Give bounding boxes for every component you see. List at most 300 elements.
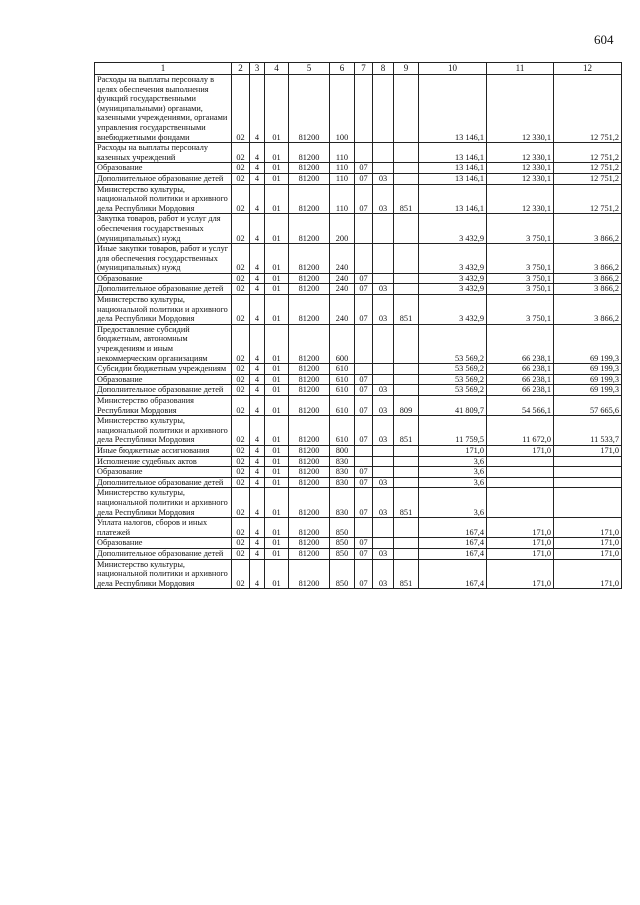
column-header: 8 [373,63,394,75]
table-row [95,416,622,446]
col-9-cell: 851 [394,488,419,518]
col-3-cell: 4 [250,143,265,163]
col-7-cell: 07 [355,396,373,416]
col-7-cell [355,445,373,456]
col-3-cell: 4 [250,538,265,549]
col-3-cell: 4 [250,416,265,446]
col-2-cell: 02 [232,538,250,549]
col-2-cell: 02 [232,163,250,174]
col-7-cell: 07 [355,385,373,396]
table-row [95,488,622,518]
table-row [95,284,622,295]
col-2-cell: 02 [232,416,250,446]
col-2-cell: 02 [232,467,250,478]
col-6-cell: 610 [330,396,355,416]
row-name-cell: Закупка товаров, работ и услуг для обеспечения государственных (муниципальных) нужд [95,214,232,244]
col-9-cell [394,548,419,559]
col-5-cell: 81200 [289,324,330,363]
col-4-cell: 01 [265,244,289,274]
col-4-cell: 01 [265,518,289,538]
col-9-cell: 851 [394,559,419,589]
col-4-cell: 01 [265,364,289,375]
col-8-cell: 03 [373,548,394,559]
column-number-row [95,63,622,75]
col-8-cell: 03 [373,416,394,446]
row-name-cell: Министерство культуры, национальной политики и архивного дела Республики Мордовия [95,295,232,325]
col-5-cell: 81200 [289,163,330,174]
col-2-cell: 02 [232,173,250,184]
col-4-cell: 01 [265,488,289,518]
amount-col-11-cell: 12 330,1 [487,173,554,184]
col-9-cell [394,173,419,184]
col-5-cell: 81200 [289,385,330,396]
table-row [95,456,622,467]
col-9-cell [394,364,419,375]
column-header: 1 [95,63,232,75]
col-3-cell: 4 [250,244,265,274]
col-3-cell: 4 [250,477,265,488]
table-row [95,273,622,284]
table-row [95,385,622,396]
table-row [95,214,622,244]
col-5-cell: 81200 [289,374,330,385]
amount-col-10-cell: 13 146,1 [419,75,487,143]
col-8-cell [373,143,394,163]
col-6-cell: 110 [330,143,355,163]
col-6-cell: 850 [330,548,355,559]
col-2-cell: 02 [232,374,250,385]
table-row [95,538,622,549]
amount-col-12-cell: 12 751,2 [554,173,622,184]
amount-col-10-cell: 3,6 [419,467,487,478]
col-7-cell: 07 [355,295,373,325]
column-header: 7 [355,63,373,75]
col-6-cell: 110 [330,163,355,174]
amount-col-10-cell: 3,6 [419,488,487,518]
col-3-cell: 4 [250,456,265,467]
amount-col-11-cell [487,467,554,478]
table-header [95,63,622,75]
col-9-cell: 851 [394,295,419,325]
row-name-cell: Расходы на выплаты персоналу в целях обеспечения выполнения функций государственными (муниципальными) органами, казенными учреждениями, органами управления государственными внебюджетными фондами [95,75,232,143]
amount-col-10-cell: 3,6 [419,477,487,488]
amount-col-12-cell [554,456,622,467]
col-6-cell: 610 [330,374,355,385]
col-5-cell: 81200 [289,467,330,478]
table-row [95,467,622,478]
amount-col-11-cell [487,456,554,467]
col-6-cell: 200 [330,214,355,244]
col-4-cell: 01 [265,273,289,284]
table-row [95,143,622,163]
col-9-cell: 809 [394,396,419,416]
amount-col-11-cell: 171,0 [487,445,554,456]
col-4-cell: 01 [265,374,289,385]
col-4-cell: 01 [265,75,289,143]
col-7-cell [355,75,373,143]
col-6-cell: 600 [330,324,355,363]
col-5-cell: 81200 [289,75,330,143]
col-3-cell: 4 [250,385,265,396]
amount-col-10-cell: 13 146,1 [419,173,487,184]
row-name-cell: Иные закупки товаров, работ и услуг для обеспечения государственных (муниципальных) нужд [95,244,232,274]
amount-col-11-cell: 11 672,0 [487,416,554,446]
col-7-cell [355,518,373,538]
table-row [95,518,622,538]
col-3-cell: 4 [250,284,265,295]
col-8-cell [373,214,394,244]
amount-col-12-cell: 171,0 [554,445,622,456]
table-row [95,548,622,559]
col-9-cell [394,75,419,143]
col-9-cell [394,456,419,467]
col-7-cell: 07 [355,477,373,488]
amount-col-10-cell: 53 569,2 [419,385,487,396]
col-9-cell [394,385,419,396]
col-2-cell: 02 [232,559,250,589]
col-3-cell: 4 [250,163,265,174]
col-4-cell: 01 [265,416,289,446]
amount-col-11-cell [487,477,554,488]
table-row [95,324,622,363]
row-name-cell: Иные бюджетные ассигнования [95,445,232,456]
col-2-cell: 02 [232,75,250,143]
col-7-cell: 07 [355,538,373,549]
column-header: 6 [330,63,355,75]
amount-col-12-cell: 69 199,3 [554,324,622,363]
column-header: 10 [419,63,487,75]
page-number: 604 [594,32,614,47]
col-6-cell: 830 [330,477,355,488]
amount-col-12-cell: 11 533,7 [554,416,622,446]
col-9-cell [394,163,419,174]
col-7-cell: 07 [355,488,373,518]
amount-col-10-cell: 167,4 [419,548,487,559]
col-8-cell: 03 [373,385,394,396]
amount-col-11-cell: 3 750,1 [487,273,554,284]
amount-col-10-cell: 53 569,2 [419,374,487,385]
col-2-cell: 02 [232,184,250,214]
col-5-cell: 81200 [289,364,330,375]
col-3-cell: 4 [250,488,265,518]
table-row [95,374,622,385]
col-9-cell [394,518,419,538]
col-6-cell: 110 [330,173,355,184]
row-name-cell: Дополнительное образование детей [95,284,232,295]
col-3-cell: 4 [250,518,265,538]
col-3-cell: 4 [250,445,265,456]
amount-col-10-cell: 13 146,1 [419,143,487,163]
amount-col-12-cell: 3 866,2 [554,295,622,325]
col-5-cell: 81200 [289,244,330,274]
col-7-cell: 07 [355,467,373,478]
col-4-cell: 01 [265,295,289,325]
amount-col-10-cell: 167,4 [419,518,487,538]
col-4-cell: 01 [265,396,289,416]
col-4-cell: 01 [265,538,289,549]
col-7-cell [355,244,373,274]
col-4-cell: 01 [265,445,289,456]
col-9-cell: 851 [394,416,419,446]
table-row [95,75,622,143]
row-name-cell: Дополнительное образование детей [95,173,232,184]
table-row [95,396,622,416]
amount-col-11-cell: 66 238,1 [487,324,554,363]
amount-col-11-cell: 66 238,1 [487,374,554,385]
amount-col-11-cell: 12 330,1 [487,163,554,174]
amount-col-11-cell: 3 750,1 [487,284,554,295]
col-6-cell: 610 [330,364,355,375]
col-9-cell [394,273,419,284]
column-header: 5 [289,63,330,75]
col-5-cell: 81200 [289,273,330,284]
col-6-cell: 610 [330,416,355,446]
amount-col-10-cell: 3 432,9 [419,284,487,295]
col-9-cell [394,244,419,274]
row-name-cell: Образование [95,467,232,478]
row-name-cell: Уплата налогов, сборов и иных платежей [95,518,232,538]
col-8-cell [373,324,394,363]
col-5-cell: 81200 [289,184,330,214]
col-5-cell: 81200 [289,477,330,488]
col-6-cell: 830 [330,488,355,518]
col-2-cell: 02 [232,364,250,375]
col-5-cell: 81200 [289,518,330,538]
col-7-cell [355,456,373,467]
col-3-cell: 4 [250,184,265,214]
amount-col-12-cell: 69 199,3 [554,374,622,385]
col-5-cell: 81200 [289,143,330,163]
table-row [95,559,622,589]
amount-col-11-cell: 66 238,1 [487,364,554,375]
col-4-cell: 01 [265,214,289,244]
col-2-cell: 02 [232,324,250,363]
table-row [95,173,622,184]
col-7-cell: 07 [355,273,373,284]
amount-col-11-cell: 12 330,1 [487,75,554,143]
col-3-cell: 4 [250,467,265,478]
row-name-cell: Министерство культуры, национальной политики и архивного дела Республики Мордовия [95,184,232,214]
amount-col-12-cell: 3 866,2 [554,273,622,284]
col-4-cell: 01 [265,477,289,488]
col-9-cell [394,143,419,163]
amount-col-12-cell [554,488,622,518]
col-8-cell [373,518,394,538]
col-5-cell: 81200 [289,559,330,589]
amount-col-10-cell: 3,6 [419,456,487,467]
amount-col-12-cell: 171,0 [554,559,622,589]
row-name-cell: Расходы на выплаты персоналу казенных учреждений [95,143,232,163]
col-5-cell: 81200 [289,548,330,559]
col-8-cell: 03 [373,184,394,214]
col-6-cell: 240 [330,284,355,295]
col-6-cell: 830 [330,456,355,467]
col-8-cell [373,374,394,385]
col-2-cell: 02 [232,284,250,295]
col-8-cell: 03 [373,173,394,184]
col-4-cell: 01 [265,559,289,589]
column-header: 3 [250,63,265,75]
table-row [95,364,622,375]
row-name-cell: Образование [95,538,232,549]
amount-col-10-cell: 13 146,1 [419,184,487,214]
col-4-cell: 01 [265,456,289,467]
budget-table [94,62,622,589]
amount-col-11-cell: 171,0 [487,559,554,589]
col-2-cell: 02 [232,273,250,284]
col-5-cell: 81200 [289,284,330,295]
col-5-cell: 81200 [289,456,330,467]
amount-col-12-cell: 12 751,2 [554,184,622,214]
col-2-cell: 02 [232,244,250,274]
col-9-cell [394,284,419,295]
col-2-cell: 02 [232,477,250,488]
col-7-cell [355,364,373,375]
col-4-cell: 01 [265,143,289,163]
row-name-cell: Предоставление субсидий бюджетным, автономным учреждениям и иным некоммерческим организациям [95,324,232,363]
amount-col-11-cell: 12 330,1 [487,143,554,163]
col-2-cell: 02 [232,456,250,467]
column-header: 11 [487,63,554,75]
col-6-cell: 610 [330,385,355,396]
col-4-cell: 01 [265,467,289,478]
col-4-cell: 01 [265,173,289,184]
amount-col-10-cell: 3 432,9 [419,273,487,284]
amount-col-10-cell: 13 146,1 [419,163,487,174]
col-5-cell: 81200 [289,295,330,325]
col-6-cell: 110 [330,184,355,214]
row-name-cell: Дополнительное образование детей [95,477,232,488]
col-6-cell: 240 [330,295,355,325]
col-8-cell: 03 [373,396,394,416]
col-5-cell: 81200 [289,488,330,518]
col-9-cell [394,445,419,456]
amount-col-12-cell [554,467,622,478]
amount-col-12-cell: 3 866,2 [554,284,622,295]
column-header: 4 [265,63,289,75]
col-2-cell: 02 [232,445,250,456]
col-5-cell: 81200 [289,538,330,549]
col-8-cell: 03 [373,559,394,589]
row-name-cell: Образование [95,374,232,385]
amount-col-10-cell: 167,4 [419,538,487,549]
col-2-cell: 02 [232,518,250,538]
col-9-cell [394,214,419,244]
amount-col-11-cell: 171,0 [487,538,554,549]
amount-col-11-cell: 3 750,1 [487,214,554,244]
col-3-cell: 4 [250,559,265,589]
row-name-cell: Образование [95,163,232,174]
amount-col-12-cell: 3 866,2 [554,214,622,244]
amount-col-10-cell: 11 759,5 [419,416,487,446]
col-7-cell: 07 [355,173,373,184]
amount-col-10-cell: 53 569,2 [419,324,487,363]
col-2-cell: 02 [232,396,250,416]
col-8-cell [373,538,394,549]
amount-col-11-cell [487,488,554,518]
col-9-cell: 851 [394,184,419,214]
col-3-cell: 4 [250,173,265,184]
col-3-cell: 4 [250,273,265,284]
col-3-cell: 4 [250,295,265,325]
amount-col-11-cell: 171,0 [487,518,554,538]
col-4-cell: 01 [265,324,289,363]
col-7-cell: 07 [355,184,373,214]
col-5-cell: 81200 [289,214,330,244]
col-9-cell [394,538,419,549]
column-header: 12 [554,63,622,75]
col-7-cell [355,324,373,363]
amount-col-10-cell: 167,4 [419,559,487,589]
amount-col-12-cell: 171,0 [554,518,622,538]
col-8-cell [373,445,394,456]
amount-col-12-cell: 12 751,2 [554,75,622,143]
amount-col-11-cell: 3 750,1 [487,295,554,325]
col-7-cell: 07 [355,284,373,295]
col-6-cell: 100 [330,75,355,143]
amount-col-10-cell: 3 432,9 [419,244,487,274]
table-row [95,244,622,274]
col-6-cell: 830 [330,467,355,478]
amount-col-11-cell: 3 750,1 [487,244,554,274]
col-8-cell: 03 [373,295,394,325]
col-8-cell [373,273,394,284]
col-2-cell: 02 [232,143,250,163]
row-name-cell: Министерство культуры, национальной политики и архивного дела Республики Мордовия [95,416,232,446]
col-9-cell [394,467,419,478]
amount-col-10-cell: 3 432,9 [419,295,487,325]
col-4-cell: 01 [265,184,289,214]
row-name-cell: Исполнение судебных актов [95,456,232,467]
col-7-cell: 07 [355,374,373,385]
col-7-cell: 07 [355,559,373,589]
col-6-cell: 240 [330,273,355,284]
col-2-cell: 02 [232,488,250,518]
amount-col-10-cell: 3 432,9 [419,214,487,244]
row-name-cell: Дополнительное образование детей [95,385,232,396]
table-row [95,184,622,214]
col-9-cell [394,324,419,363]
table-row [95,163,622,174]
amount-col-12-cell: 69 199,3 [554,364,622,375]
col-7-cell: 07 [355,548,373,559]
amount-col-12-cell: 12 751,2 [554,163,622,174]
column-header: 2 [232,63,250,75]
row-name-cell: Образование [95,273,232,284]
col-8-cell [373,244,394,274]
row-name-cell: Субсидии бюджетным учреждениям [95,364,232,375]
col-9-cell [394,374,419,385]
col-5-cell: 81200 [289,396,330,416]
col-3-cell: 4 [250,364,265,375]
col-3-cell: 4 [250,396,265,416]
col-6-cell: 850 [330,518,355,538]
col-5-cell: 81200 [289,416,330,446]
col-8-cell: 03 [373,477,394,488]
col-8-cell [373,456,394,467]
col-7-cell [355,214,373,244]
table-row [95,445,622,456]
amount-col-11-cell: 54 566,1 [487,396,554,416]
col-3-cell: 4 [250,75,265,143]
col-6-cell: 240 [330,244,355,274]
col-4-cell: 01 [265,548,289,559]
amount-col-11-cell: 12 330,1 [487,184,554,214]
amount-col-12-cell: 171,0 [554,548,622,559]
table-body [95,75,622,589]
col-4-cell: 01 [265,284,289,295]
col-2-cell: 02 [232,295,250,325]
